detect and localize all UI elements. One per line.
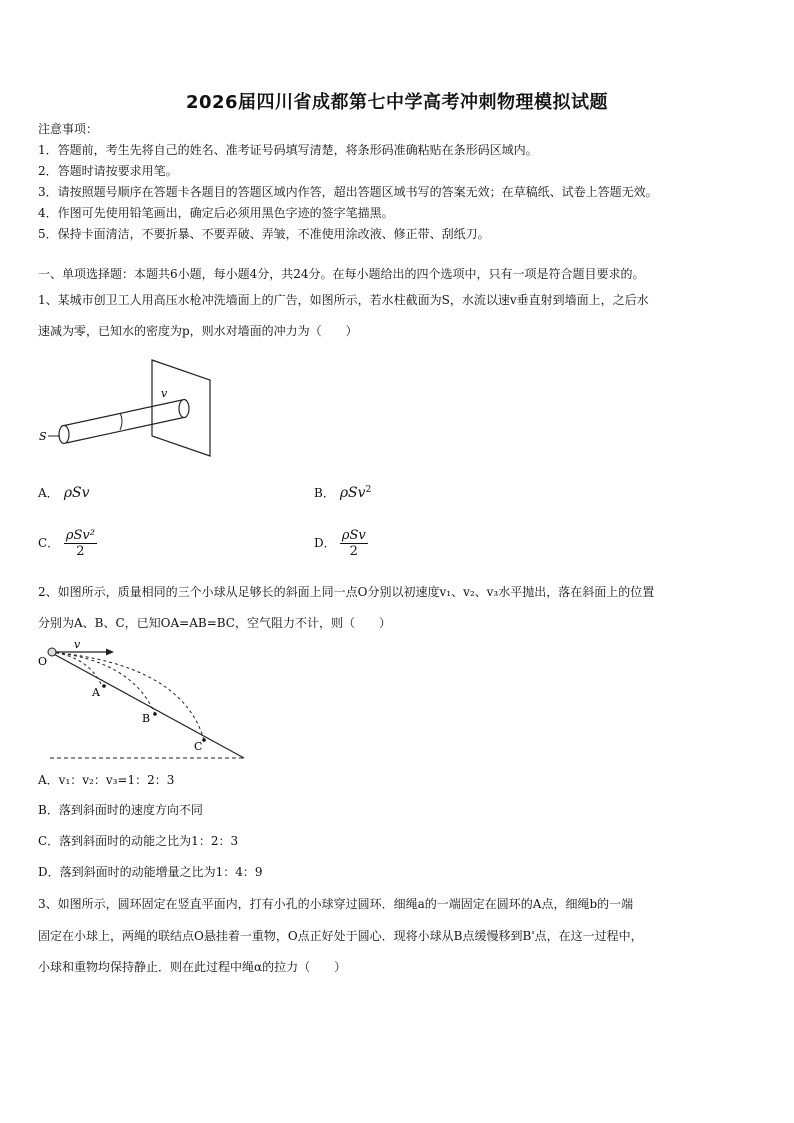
jet-end-ellipse (179, 400, 189, 418)
note-item: 4．作图可先使用铅笔画出，确定后必须用黑色字迹的签字笔描黑。 (38, 206, 394, 220)
q1-option-b[interactable] (314, 484, 371, 501)
point-a (102, 684, 106, 688)
label-b: B (142, 712, 151, 725)
option-exponent: 2 (365, 485, 372, 495)
q2-option-c[interactable]: C．落到斜面时的动能之比为1：2：3 (38, 834, 239, 848)
label-a: A (92, 686, 100, 699)
option-label: A． (38, 486, 59, 500)
jet-start-ellipse (59, 426, 69, 444)
label-s: S (39, 430, 47, 443)
option-label: C． (38, 536, 60, 550)
option-expr: ρSv (63, 485, 90, 501)
q1-option-c[interactable] (38, 528, 97, 559)
option-fraction (64, 528, 97, 559)
q3-stem-line1: 3、如图所示，圆环固定在竖直平面内，打有小孔的小球穿过圆环．细绳a的一端固定在圆环的A点，细绳b的一端 (38, 897, 634, 911)
fraction-denominator: 2 (76, 544, 85, 559)
point-b (153, 712, 157, 716)
trajectory-b (50, 652, 155, 714)
trajectory-a (50, 652, 102, 686)
q3-stem-line2: 固定在小球上，两绳的联结点O悬挂着一重物，O点正好处于圆心．现将小球从B点缓慢移到B'点，在这一过程中， (38, 929, 643, 943)
note-item: 3．请按照题号顺序在答题卡各题目的答题区域内作答，超出答题区域书写的答案无效；在草稿纸、试卷上答题无效。 (38, 185, 658, 199)
page-title: 2026届四川省成都第七中学高考冲刺物理模拟试题 (185, 92, 609, 113)
fraction-numerator: ρSv² (65, 528, 95, 543)
section-heading: 一、单项选择题：本题共6小题，每小题4分，共24分。在每小题给出的四个选项中，只有一项是符合题目要求的。 (38, 267, 645, 281)
label-v: v (161, 387, 168, 400)
option-label: B． (314, 486, 335, 500)
q1-stem-line1: 1、某城市创卫工人用高压水枪冲洗墙面上的广告，如图所示，若水柱截面为S，水流以速v垂直射到墙面上，之后水 (38, 293, 649, 307)
incline-line (50, 652, 244, 758)
ball-start (48, 648, 56, 656)
option-expr: ρSv (339, 485, 366, 501)
label-c: C (194, 740, 203, 753)
q1-option-a[interactable] (38, 484, 90, 501)
fraction-denominator: 2 (349, 544, 358, 559)
label-o: O (38, 655, 48, 668)
q2-option-d[interactable]: D．落到斜面时的动能增量之比为1：4：9 (38, 865, 263, 879)
q2-stem-line1: 2、如图所示，质量相同的三个小球从足够长的斜面上同一点O分别以初速度v₁、v₂、v₃水平抛出，落在斜面上的位置 (38, 585, 655, 599)
point-c (202, 738, 206, 742)
q2-stem-line2: 分别为A、B、C，已知OA=AB=BC，空气阻力不计，则（ ） (38, 616, 391, 630)
q1-figure-water-jet (34, 352, 224, 464)
label-v: v (74, 638, 81, 651)
notes-heading: 注意事项： (38, 122, 99, 136)
note-item: 5．保持卡面清洁，不要折暴、不要弄破、弄皱，不准使用涂改液、修正带、刮纸刀。 (38, 227, 490, 241)
q3-stem-line3: 小球和重物均保持静止．则在此过程中绳α的拉力（ ） (38, 960, 347, 974)
q1-option-d[interactable] (314, 528, 368, 559)
option-label: D． (314, 536, 336, 550)
q2-option-b[interactable]: B．落到斜面时的速度方向不同 (38, 803, 203, 817)
jet-mid-mark (120, 413, 122, 430)
arrow-head (106, 649, 114, 656)
note-item: 1．答题前，考生先将自己的姓名、准考证号码填写清楚，将条形码准确粘贴在条形码区域内。 (38, 143, 538, 157)
note-item: 2．答题时请按要求用笔。 (38, 164, 178, 178)
q1-stem-line2: 速减为零，已知水的密度为p，则水对墙面的冲力为（ ） (38, 324, 358, 338)
q2-figure-incline (36, 636, 252, 764)
option-fraction (340, 528, 368, 559)
fraction-numerator: ρSv (341, 528, 366, 543)
q2-option-a[interactable]: A．v₁：v₂：v₃=1：2：3 (38, 773, 175, 787)
